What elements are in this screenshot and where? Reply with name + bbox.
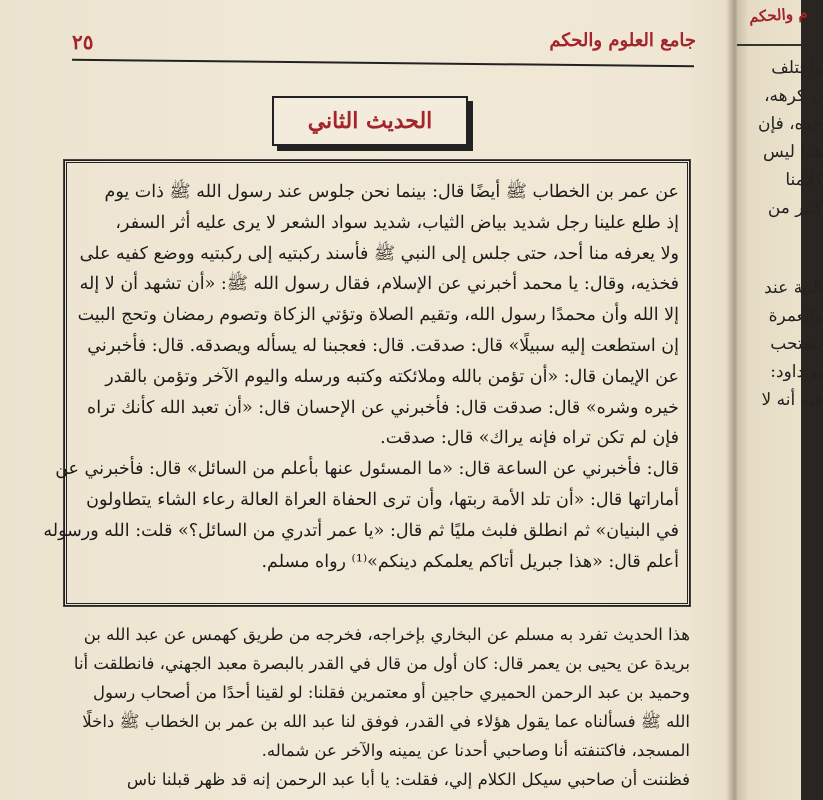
commentary-line: بريدة عن يحيى بن يعمر قال: كان أول من قال في القدر بالبصرة معبد الجهني، فانطلقت أنا xyxy=(73,654,690,673)
adjacent-page-line: واختلف xyxy=(771,58,823,78)
hadith-line: في البنيان» ثم انطلق فلبث مليًا ثم قال: «يا عمر أتدري من السائل؟» قلت: الله ورسوله xyxy=(43,520,679,541)
hadith-line: ولا يعرفه منا أحد، حتى جلس إلى النبي ﷺ فأسند ركبتيه إلى ركبتيه ووضع كفيه على xyxy=(79,243,679,264)
hadith-line: فخذيه، وقال: يا محمد أخبرني عن الإسلام، فقال رسول الله ﷺ: «أن تشهد أن لا إله xyxy=(79,274,679,295)
adjacent-page-line: والعمرة xyxy=(768,306,823,326)
hadith-line: خيره وشره» قال: صدقت قال: فأخبرني عن الإحسان قال: «أن تعبد الله كأنك تراه xyxy=(87,397,679,418)
adjacent-page-line: هذا ليس xyxy=(763,142,823,162)
header-rule xyxy=(72,59,694,68)
adjacent-page-line: فيه أنه لا xyxy=(761,390,823,410)
adjacent-page-line: حده، فإن xyxy=(757,114,823,134)
adjacent-page-line: ن كرهه، xyxy=(764,86,823,106)
hadith-line: عن عمر بن الخطاب ﷺ أيضًا قال: بينما نحن جلوس عند رسول الله ﷺ ذات يوم xyxy=(104,182,679,202)
commentary-line: المسجد، فاكتنفته أنا وصاحبي أحدنا عن يمينه والآخر عن شماله. xyxy=(261,741,690,760)
commentary-line: الله ﷺ فسألناه عما يقول هؤلاء في القدر، فوفق لنا عبد الله بن عمر بن الخطاب ﷺ داخلًا xyxy=(82,712,690,731)
adjacent-page-rule xyxy=(737,44,801,46)
hadith-text xyxy=(43,177,679,577)
hadith-frame xyxy=(43,160,690,606)
commentary-line: وحميد بن عبد الرحمن الحميري حاجين أو معتمرين فقلنا: لو لقينا أحدًا من أصحاب رسول xyxy=(92,683,690,702)
hadith-line: إذ طلع علينا رجل شديد بياض الثياب، شديد سواد الشعر لا يرى عليه أثر السفر، xyxy=(115,212,679,233)
section-title-box xyxy=(272,96,468,146)
commentary-line: فظننت أن صاحبي سيكل الكلام إلي، فقلت: يا أبا عبد الرحمن إنه قد ظهر قبلنا ناس xyxy=(126,770,690,789)
commentary-text xyxy=(60,620,690,794)
adjacent-page-line: النية عند xyxy=(764,278,823,298)
adjacent-page-line: كلامنا xyxy=(785,170,823,190)
hadith-line: إن استطعت إليه سبيلًا» قال: صدقت. قال: فعجبنا له يسأله ويصدقه. قال: فأخبرني xyxy=(87,335,679,356)
hadith-line: أماراتها قال: «أن تلد الأمة ربتها، وأن ترى الحفاة العراة العالة رعاء الشاء يتطاولون xyxy=(86,489,679,510)
hadith-line: أعلم قال: «هذا جبريل أتاكم يعلمكم دينكم»⁽¹⁾ رواه مسلم. xyxy=(261,551,679,572)
running-title: جامع العلوم والحكم xyxy=(549,30,696,51)
adjacent-page-line: يستحب xyxy=(770,334,823,354)
commentary-line: هذا الحديث تفرد به مسلم عن البخاري بإخراجه، فخرجه من طريق كهمس عن عبد الله بن xyxy=(83,625,690,644)
hadith-line: إلا الله وأن محمدًا رسول الله، وتقيم الصلاة وتؤتي الزكاة وتصوم رمضان وتحج البيت xyxy=(77,305,679,326)
hadith-line: عن الإيمان قال: «أن تؤمن بالله وملائكته وكتبه ورسله واليوم الآخر وتؤمن بالقدر xyxy=(105,366,679,387)
adjacent-page-line: كثير من xyxy=(767,198,823,218)
adjacent-page-header: م والحكم xyxy=(747,3,808,27)
section-title: الحديث الثاني xyxy=(307,108,433,134)
hadith-line: قال: فأخبرني عن الساعة قال: «ما المسئول عنها بأعلم من السائل» قال: فأخبرني عن xyxy=(55,459,679,480)
hadith-line: فإن لم تكن تراه فإنه يراك» قال: صدقت. xyxy=(380,428,679,449)
adjacent-page-line: بو داود: xyxy=(770,362,823,382)
adjacent-page-edge xyxy=(736,0,823,800)
page-number: ٢٥ xyxy=(72,30,94,54)
